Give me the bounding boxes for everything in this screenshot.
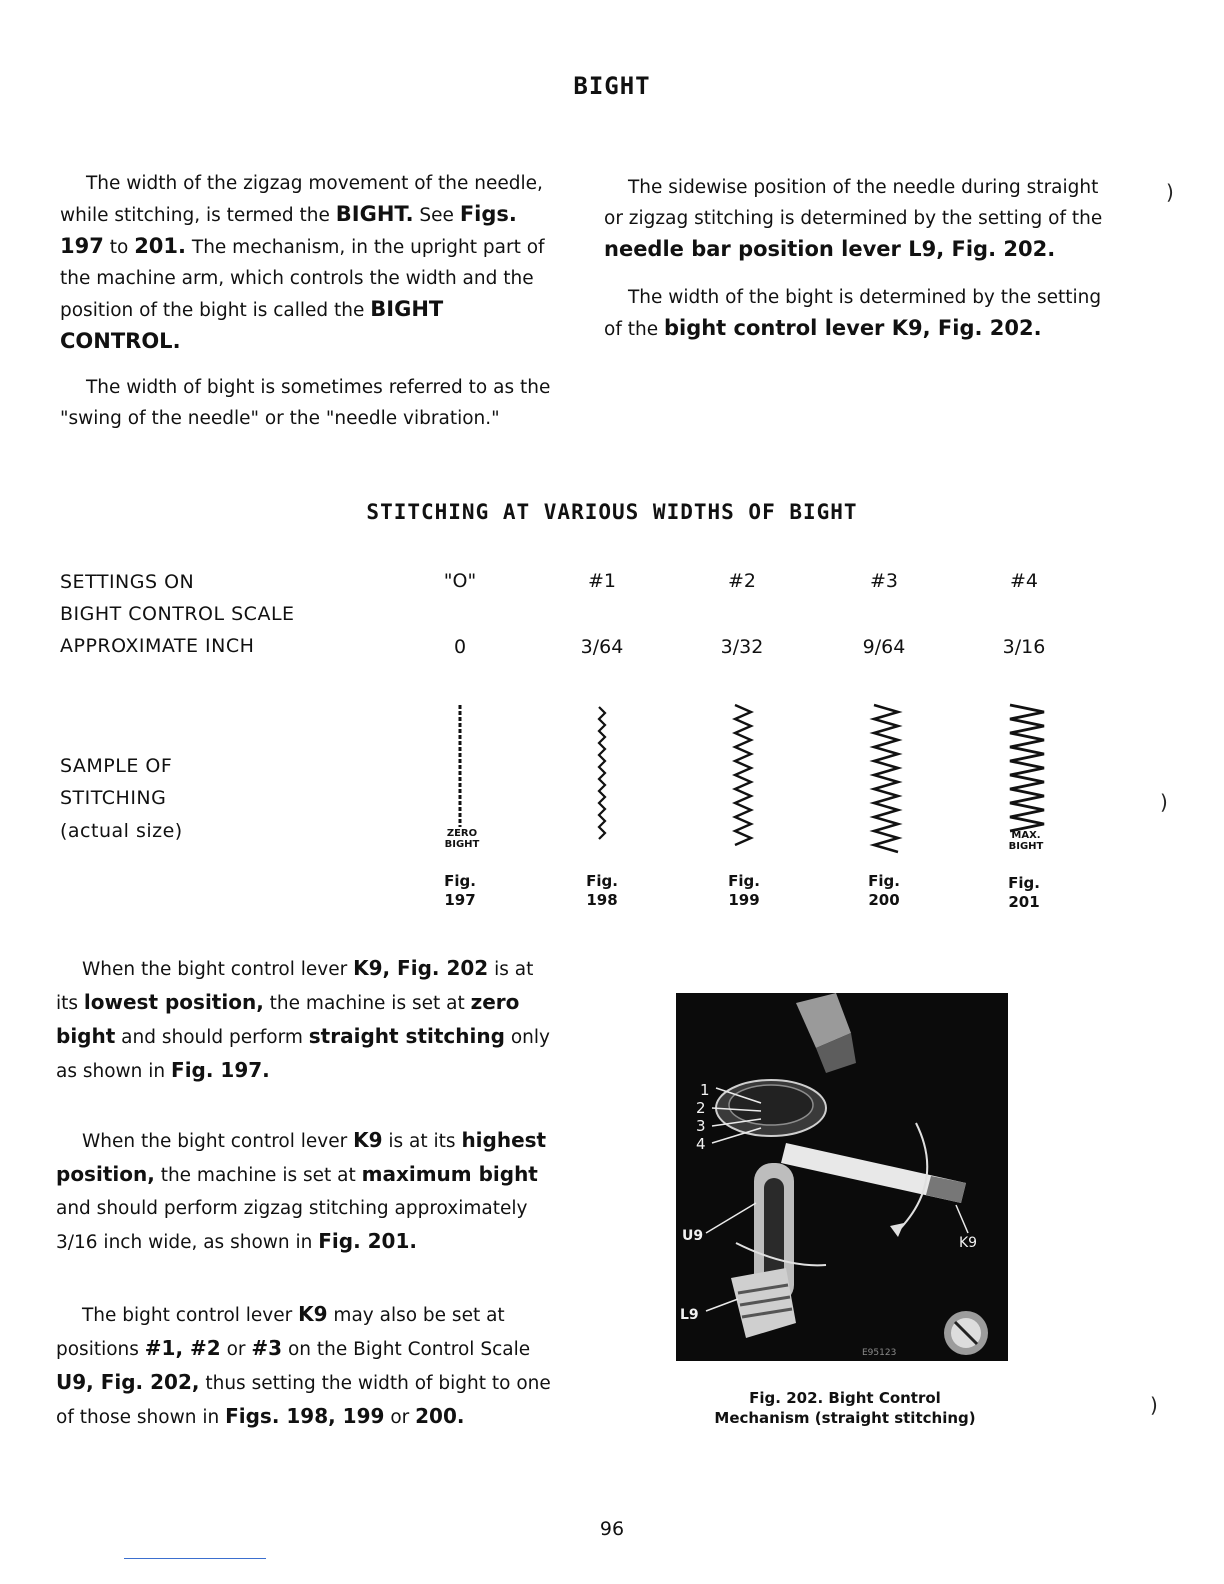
- bold-text: #1, #2: [144, 1336, 221, 1360]
- bight-control-mechanism-illustration: [676, 993, 1008, 1361]
- bold-text: needle bar position lever L9, Fig. 202.: [604, 237, 1056, 261]
- fig-word: Fig.: [1008, 874, 1040, 892]
- inch-3-16: 3/16: [1002, 636, 1046, 658]
- text: on the Bight Control Scale: [282, 1339, 531, 1360]
- label-l9: L9: [680, 1307, 699, 1323]
- bold-text: Fig. 197.: [171, 1058, 270, 1082]
- bold-text: K9: [353, 1128, 383, 1152]
- fig-number: 197: [444, 891, 476, 909]
- caption-line-1: Fig. 202. Bight Control: [749, 1389, 941, 1407]
- fig-199-label: [704, 872, 784, 910]
- setting-3: #3: [869, 570, 898, 592]
- fig-number: 200: [868, 891, 900, 909]
- text: or: [220, 1339, 252, 1360]
- inch-3-32: 3/32: [720, 636, 764, 658]
- fig-word: Fig.: [444, 872, 476, 890]
- text: The width of the bight is determined by the setting of the: [604, 287, 1102, 340]
- bold-text: Figs. 198, 199: [225, 1404, 385, 1428]
- text: The width of the zigzag movement of the needle, while stitching, is termed the: [60, 173, 543, 226]
- text: When the bight control lever: [82, 959, 354, 980]
- text: to: [103, 237, 135, 258]
- fig-200-label: [844, 872, 924, 910]
- text: The sidewise position of the needle during straight or zigzag stitching is determined by the setting of the: [604, 177, 1103, 229]
- intro-left-column: [60, 168, 560, 434]
- intro-paragraph-2: The width of bight is sometimes referred to as the "swing of the needle" or the "needle vibration.": [60, 377, 551, 429]
- text: the machine is set at: [154, 1165, 362, 1186]
- body-paragraph-1: [56, 952, 556, 1088]
- bold-text: straight stitching: [308, 1024, 505, 1048]
- fig-197-label: [420, 872, 500, 910]
- fig-201-label: [984, 874, 1064, 912]
- page-number: 96: [599, 1518, 625, 1540]
- bold-text: BIGHT CONTROL.: [60, 297, 444, 353]
- text: is at its: [382, 1131, 462, 1152]
- stitch-sample-1: [588, 705, 616, 841]
- bold-text: highest position,: [56, 1128, 547, 1186]
- body-paragraph-2-wrap: [56, 1124, 556, 1259]
- text: When the bight control lever: [82, 1131, 354, 1152]
- caption-zero-bight: [432, 828, 492, 850]
- intro-paragraph-1: [60, 168, 560, 358]
- section-heading: STITCHING AT VARIOUS WIDTHS OF BIGHT: [366, 500, 858, 524]
- label-bight-control-scale: BIGHT CONTROL SCALE: [60, 603, 295, 625]
- text: thus setting the width of bight to one of those shown in: [56, 1373, 551, 1428]
- stitch-sample-zero-bight: [450, 705, 470, 831]
- label-approximate-inch: APPROXIMATE INCH: [60, 635, 255, 657]
- text: and should perform zigzag stitching approximately 3/16 inch wide, as shown in: [56, 1198, 528, 1253]
- bold-text: maximum bight: [361, 1162, 538, 1186]
- fig-word: Fig.: [586, 872, 618, 890]
- bold-text: #3: [251, 1336, 283, 1360]
- lever-label-4: 4: [696, 1135, 706, 1153]
- caption-bight: BIGHT: [444, 839, 480, 850]
- label-settings-on: SETTINGS ON: [60, 571, 195, 593]
- caption-zero: ZERO: [446, 828, 478, 839]
- text: the machine is set at: [263, 993, 471, 1014]
- bold-text: BIGHT.: [335, 202, 414, 226]
- bold-text: 201.: [134, 234, 187, 258]
- text: may also be set at positions: [56, 1305, 505, 1360]
- fig-number: 201: [1008, 893, 1040, 911]
- inch-3-64: 3/64: [580, 636, 624, 658]
- page-title: BIGHT: [573, 72, 651, 100]
- text: only as shown in: [56, 1027, 550, 1082]
- caption-max-bight: [996, 830, 1056, 852]
- bold-text: K9, Fig. 202: [353, 956, 489, 980]
- bold-text: bight control lever K9, Fig. 202.: [663, 316, 1042, 340]
- setting-2: #2: [727, 570, 756, 592]
- figure-202-photo: [676, 993, 1008, 1361]
- stitch-sample-3: [866, 703, 906, 857]
- intro-paragraph-3: [604, 172, 1104, 266]
- stitch-sample-4: [1004, 703, 1050, 833]
- margin-mark: ): [1166, 180, 1174, 204]
- text: The mechanism, in the upright part of the machine arm, which controls the width and the position of the bight is called the: [60, 237, 545, 321]
- caption-max: MAX.: [1011, 830, 1041, 841]
- bold-text: Fig. 201.: [318, 1229, 417, 1253]
- inch-9-64: 9/64: [862, 636, 906, 658]
- fig-word: Fig.: [868, 872, 900, 890]
- body-paragraph-2: [56, 1124, 556, 1259]
- text: is at its: [56, 959, 534, 1014]
- text: and should perform: [115, 1027, 309, 1048]
- text: See: [413, 205, 460, 226]
- label-actual-size: (actual size): [60, 820, 183, 842]
- text: The bight control lever: [82, 1305, 299, 1326]
- body-paragraph-3-wrap: [56, 1298, 556, 1434]
- figure-202-caption: [660, 1388, 1030, 1428]
- label-k9: K9: [959, 1235, 978, 1251]
- setting-zero: "O": [443, 570, 477, 592]
- bold-text: K9: [298, 1302, 328, 1326]
- bold-text: U9, Fig. 202,: [56, 1370, 200, 1394]
- fig-word: Fig.: [728, 872, 760, 890]
- body-paragraph-1-wrap: [56, 952, 556, 1088]
- intro-paragraph-4: [604, 282, 1104, 345]
- intro-right-column: [604, 172, 1104, 345]
- margin-mark: ): [1150, 1393, 1158, 1417]
- inch-zero: 0: [453, 636, 467, 658]
- bold-text: lowest position,: [83, 990, 264, 1014]
- setting-4: #4: [1009, 570, 1038, 592]
- setting-1: #1: [587, 570, 616, 592]
- lever-label-1: 1: [700, 1081, 710, 1099]
- footer-rule: [124, 1558, 266, 1559]
- bold-text: 200.: [415, 1404, 465, 1428]
- stitch-sample-2: [726, 703, 760, 853]
- bold-text: Figs. 197: [60, 202, 517, 258]
- label-sample-of: SAMPLE OF: [60, 755, 173, 777]
- lever-label-2: 2: [696, 1099, 706, 1117]
- negative-number: E95123: [862, 1348, 897, 1358]
- text: or: [384, 1407, 416, 1428]
- fig-198-label: [562, 872, 642, 910]
- fig-number: 199: [728, 891, 760, 909]
- lever-label-3: 3: [696, 1117, 706, 1135]
- label-stitching: STITCHING: [60, 787, 167, 809]
- fig-number: 198: [586, 891, 618, 909]
- body-paragraph-3: [56, 1298, 556, 1434]
- margin-mark: ): [1160, 790, 1168, 814]
- bold-text: zero bight: [56, 990, 520, 1048]
- label-u9: U9: [682, 1228, 704, 1244]
- caption-bight: BIGHT: [1008, 841, 1044, 852]
- caption-line-2: Mechanism (straight stitching): [714, 1409, 976, 1427]
